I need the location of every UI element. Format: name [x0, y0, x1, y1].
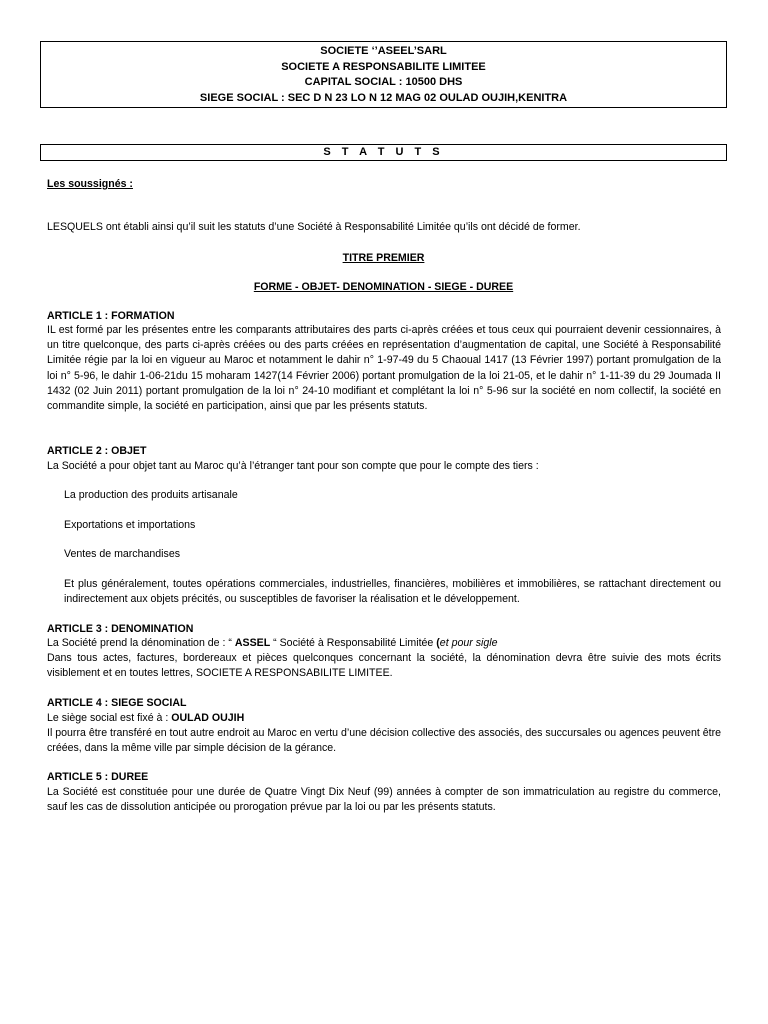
- list-item: Ventes de marchandises: [64, 548, 181, 560]
- siege-social: SIEGE SOCIAL : SEC D N 23 LO N 12 MAG 02 OULAD OUJIH,KENITRA: [199, 91, 568, 104]
- company-type: SOCIETE A RESPONSABILITE LIMITEE: [281, 60, 486, 73]
- statuts-title-box: [40, 144, 727, 161]
- article-4-heading: ARTICLE 4 : SIEGE SOCIAL: [47, 697, 187, 709]
- soussignes-heading: Les soussignés :: [47, 178, 133, 190]
- capital-social: CAPITAL SOCIAL : 10500 DHS: [304, 76, 463, 88]
- article-4-text: Il pourra être transféré en tout autre endroit au Maroc en vertu d’une décision collective des associés, des succursales ou agences peuvent être créées, dans la même ville par simple décision de la gérance.: [47, 727, 721, 755]
- article-5-text: La Société est constituée pour une durée de Quatre Vingt Dix Neuf (99) années à compter de son immatriculation au registre du commerce, sauf les cas de dissolution anticipée ou prorogation prévue par la loi ou par les présents statuts.: [47, 786, 721, 814]
- article-2-heading: ARTICLE 2 : OBJET: [47, 445, 147, 457]
- denomination-type: “ Société à Responsabilité Limitée: [270, 637, 437, 649]
- company-name: SOCIETE ‘’ASEEL’SARL: [320, 45, 447, 57]
- list-item: Exportations et importations: [64, 519, 196, 531]
- article-1-text: IL est formé par les présentes entre les comparants attributaires des parts ci-après créées et tous ceux qui pourraient devenir cessionnaires, à un titre quelconque, des parts ci-après créées ou des parts créées en représentation d’augmentation de capital, une Société à Responsabilité Limitée régie par la loi en vigueur au Maroc et notamment le dahir n° 1-97-49 du 5 Chaoual 1417 (13 Février 1997) portant promulgation de la loi n° 5-96, le dahir 1-06-21du 15 moharam 1427(14 Février 2006) portant promulgation de la loi 21-05, et le dahir n° 1-11-39 du 29 Joumada II 1432 (02 Juin 2011) portant promulgation de la loi n° 24-10 modifiant et complétant la loi n° 5-96 sur la société en nom collectif, la société en commandite simple, la société en participation, ainsi que par les présents statuts.: [47, 324, 721, 413]
- titre-premier: TITRE PREMIER: [342, 252, 425, 264]
- siege-location: OULAD OUJIH: [171, 712, 245, 724]
- denomination-sigle: et pour sigle: [439, 637, 498, 649]
- article-2-text: La Société a pour objet tant au Maroc qu’à l’étranger tant pour son compte que pour le compte des tiers :: [47, 460, 539, 472]
- article-3-denomination-line: [47, 636, 498, 651]
- denomination-prefix: La Société prend la dénomination de : “: [47, 637, 235, 649]
- article-5-heading: ARTICLE 5 : DUREE: [47, 771, 149, 783]
- company-header-box: [40, 41, 727, 108]
- article-2-closing: Et plus généralement, toutes opérations commerciales, industrielles, financières, mobilières et immobilières, se rattachant directement ou indirectement aux objets précités, ou susceptibles de favoriser la réalisation et le développement.: [64, 578, 721, 606]
- statuts-title: S T A T U T S: [323, 146, 444, 158]
- titre-subtitle: FORME - OBJET- DENOMINATION - SIEGE - DUREE: [253, 281, 514, 293]
- denomination-name: ASSEL: [234, 637, 271, 649]
- denomination-paren: (: [436, 637, 440, 649]
- article-1-heading: ARTICLE 1 : FORMATION: [47, 310, 175, 322]
- article-3-text: Dans tous actes, factures, bordereaux et pièces quelconques concernant la société, la dénomination devra être suivie des mots écrits visiblement et en toutes lettres, SOCIETE A RESPONSABILITE LIMITEE.: [47, 652, 721, 680]
- article-3-heading: ARTICLE 3 : DENOMINATION: [47, 623, 194, 635]
- list-item: La production des produits artisanale: [64, 489, 238, 501]
- article-4-siege-line: [47, 711, 244, 726]
- intro-paragraph: LESQUELS ont établi ainsi qu’il suit les statuts d’une Société à Responsabilité Limitée qu’ils ont décidé de former.: [47, 221, 581, 233]
- siege-prefix: Le siège social est fixé à :: [47, 712, 172, 724]
